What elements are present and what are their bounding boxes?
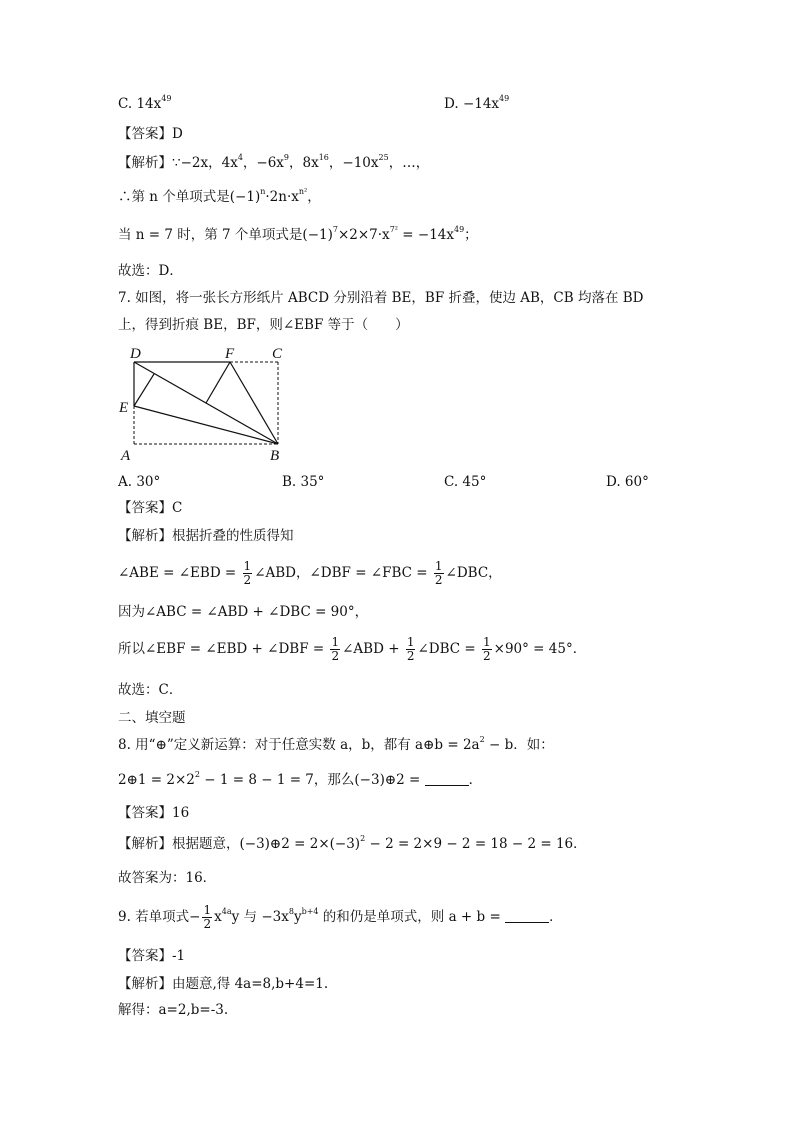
q6-n7-line: 当 n = 7 时，第 7 个单项式是$(-1)^7\times 2\times 7\cdot x^{7^2} = -14x^{49}$； (118, 225, 478, 243)
label-b: B (270, 448, 280, 464)
q8-analysis: 【解析】根据题意，(−3)⊕2 = $2\times(-3)^2 - 2 = 2\times 9 - 2 = 18 - 2 = 16$． (118, 834, 587, 852)
fraction-half: $\frac{1}{2}$ (434, 559, 443, 587)
label-f: F (225, 346, 235, 362)
q7-eq2: 因为∠ABC = ∠ABD + ∠DBC = 90°， (118, 604, 369, 620)
q9-solve: 解得：a=2,b=-3. (118, 1002, 229, 1018)
label-e: E (119, 400, 129, 416)
q8-stem-line2: 2⊕1 = $2\times 2^2 - 1 = 8 - 1 = 7$，那么(−3)⊕2 = ． (118, 770, 483, 788)
q7-figure (112, 338, 302, 468)
q7-option-d: D. 60° (606, 474, 649, 490)
q7-option-b: B. 35° (282, 474, 325, 490)
fold-edge-e (134, 374, 154, 406)
fraction-half: $\frac{1}{2}$ (406, 635, 415, 663)
q7-stem-line1: 7. 如图，将一张长方形纸片 ABCD 分别沿着 BE，BF 折叠，使边 AB，CB 均落在 BD (118, 290, 644, 306)
section-heading: 二、填空题 (118, 710, 186, 726)
q7-eq1: ∠ABE = ∠EBD = $\frac{1}{2}$ ∠ABD，∠DBF = ∠FBC = $\frac{1}{2}$ ∠DBC， (118, 559, 502, 587)
q8-answer: 【答案】16 (118, 805, 190, 821)
q9-answer: 【答案】-1 (118, 948, 186, 964)
crease-bf (230, 362, 278, 444)
crease-be (134, 406, 278, 444)
q7-eq3: 所以∠EBF = ∠EBD + ∠DBF = $\frac{1}{2}$ ∠ABD + $\frac{1}{2}$ ∠DBC = $\frac{1}{2}$ ×90° = 45°． (118, 635, 587, 663)
q7-answer: 【答案】C (118, 500, 183, 516)
q6-option-d: D. $-14x^{49}$ (444, 94, 510, 112)
label-a: A (121, 448, 131, 464)
answer-blank (425, 773, 469, 786)
fraction-half: $\frac{1}{2}$ (483, 635, 491, 663)
q9-analysis: 【解析】由题意,得 4a=8,b+4=1. (118, 976, 329, 992)
q9-stem: 9. 若单项式− $\frac{1}{2}$ $x^{4a}y$ 与 $-3x^8y^{b+4}$ 的和仍是单项式，则 a + b = ． (118, 903, 563, 931)
q6-analysis-sequence: 【解析】∵−2x，$4x^4$，$-6x^9$，$8x^{16}$，$-10x^{25}$，…， (118, 153, 430, 171)
answer-blank (505, 910, 549, 923)
label-c: C (272, 346, 283, 362)
q6-option-c: C. $14x^{49}$ (118, 94, 172, 112)
fraction-half: $\frac{1}{2}$ (243, 559, 252, 587)
q7-stem-line2: 上，得到折痕 BE，BF，则∠EBF 等于（ ） (118, 317, 409, 333)
q7-option-c: C. 45° (444, 474, 487, 490)
q6-answer: 【答案】D (118, 126, 183, 142)
q7-analysis-intro: 【解析】根据折叠的性质得知 (118, 528, 294, 544)
q6-general-term: ∴第 n 个单项式是$(-1)^n\cdot 2n\cdot x^{n^2}$， (118, 187, 321, 205)
q7-option-a: A. 30° (118, 474, 161, 490)
fraction-half: $\frac{1}{2}$ (331, 635, 340, 663)
q8-conclusion: 故答案为：16． (118, 870, 217, 886)
fold-edge-f (206, 362, 230, 403)
fraction-half: $\frac{1}{2}$ (203, 903, 212, 931)
q6-choose: 故选：D． (118, 263, 183, 279)
label-d: D (130, 346, 141, 362)
q8-stem-line1: 8. 用“⊕”定义新运算：对于任意实数 a，b，都有 a⊕b = $2a^2 - b$．如： (118, 735, 554, 753)
q7-choose: 故选：C． (118, 682, 183, 698)
